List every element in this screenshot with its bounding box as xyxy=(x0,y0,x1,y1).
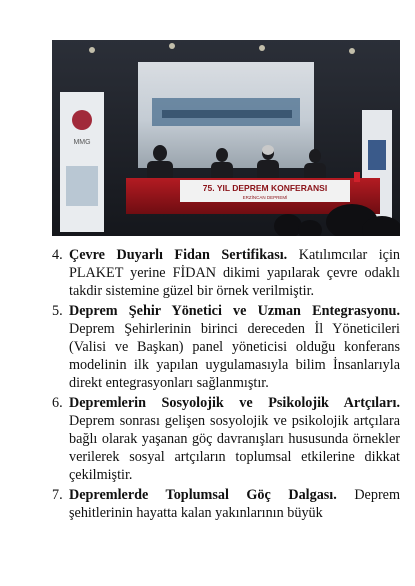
list-item xyxy=(52,302,400,393)
item-title: Depremlerin Sosyolojik ve Psikolojik Artçıları. xyxy=(69,394,400,411)
item-number: 5. xyxy=(52,302,63,319)
banner-title: 75. YIL DEPREM KONFERANSI xyxy=(202,183,328,193)
list-item xyxy=(52,394,400,485)
side-logo-text: MMG xyxy=(73,139,91,146)
item-body: Deprem sonrası gelişen sosyolojik ve psikolojik artçılara bağlı olarak yaşanan göç davranışları hususunda örnekler verilerek sosyal artçıların toplumsal etkilerine dikkat çekilmiştir. xyxy=(69,412,400,484)
item-body: Katılımcılar için PLAKET yerine FİDAN dikimi yapılarak çevre odaklı takdir sistemine güzel bir örnek verilmiştir. xyxy=(69,247,401,300)
banner-subtitle: ERZİNCAN DEPREMİ xyxy=(242,195,288,200)
item-number: 6. xyxy=(52,394,63,411)
item-title: Depremlerde Toplumsal Göç Dalgası. xyxy=(69,486,337,503)
list-item xyxy=(52,246,400,301)
item-body: Deprem Şehirlerinin birinci dereceden İl Yöneticileri (Valisi ve Başkan) panel yöneticisi olduğu konferans modelinin ilk yapılan uygulamasıyla bilim İnsanlarıyla direkt entegrasyonları sağlanmıştır. xyxy=(69,320,400,392)
conference-photo xyxy=(52,40,400,236)
item-number: 4. xyxy=(52,247,63,263)
item-number: 7. xyxy=(52,486,63,503)
findings-list xyxy=(52,246,400,523)
list-item xyxy=(52,486,400,522)
item-title: Çevre Duyarlı Fidan Sertifikası. xyxy=(69,247,288,263)
item-title: Deprem Şehir Yönetici ve Uzman Entegrasyonu. xyxy=(69,302,400,319)
item-body: Deprem şehitlerinin hayatta kalan yakınlarının büyük xyxy=(69,486,401,521)
